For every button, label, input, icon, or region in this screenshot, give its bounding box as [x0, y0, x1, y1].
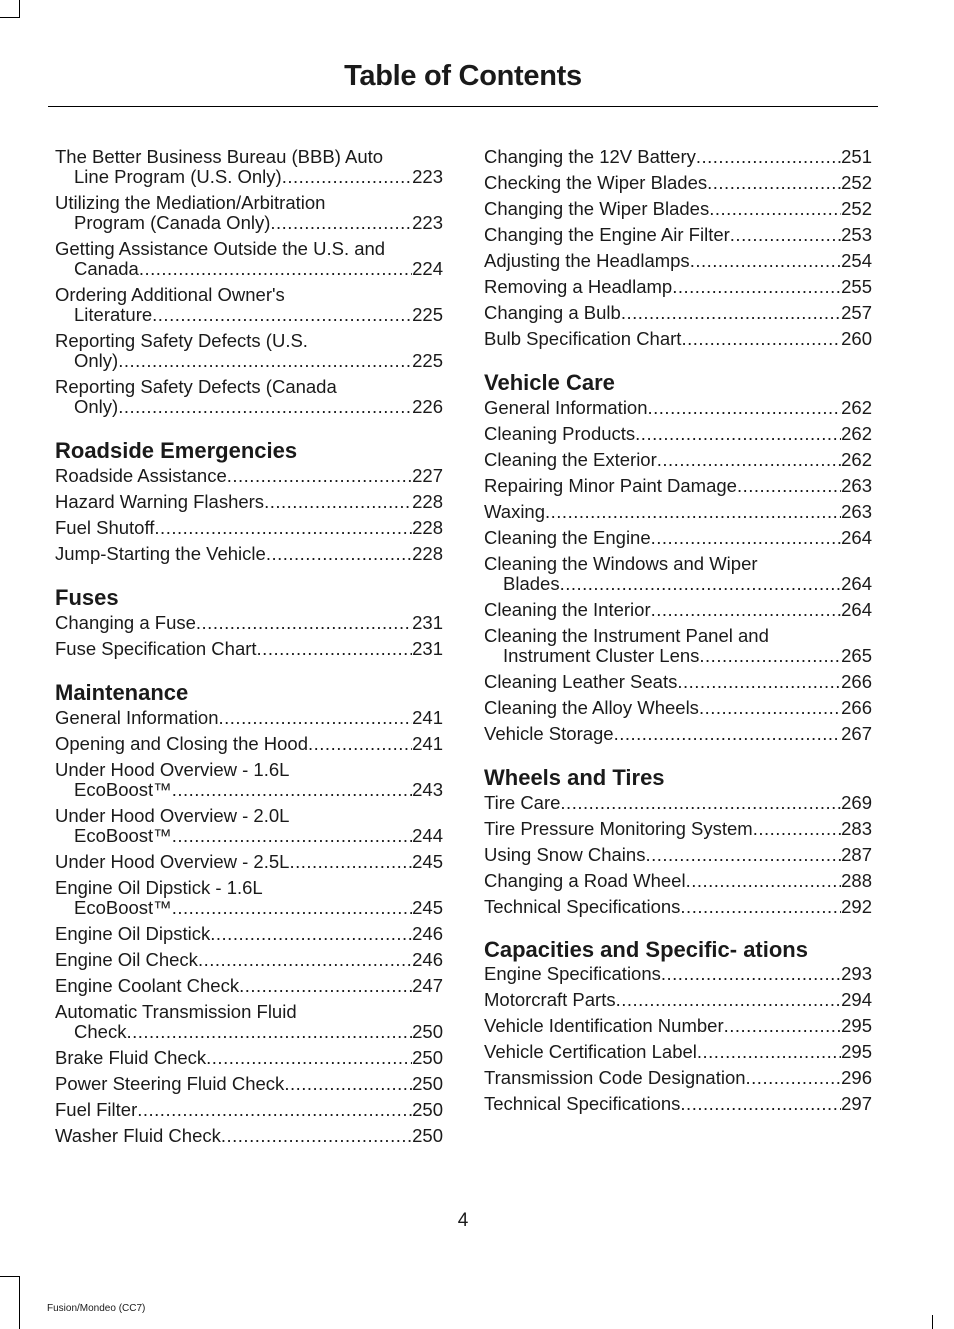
dot-leader [746, 1068, 842, 1088]
toc-entry-page: 288 [841, 870, 872, 891]
toc-entry[interactable] [484, 277, 872, 297]
toc-entry-title: Washer Fluid Check [55, 1125, 221, 1146]
toc-entry-page: 260 [841, 328, 872, 349]
footer-model-label: Fusion/Mondeo (CC7) [47, 1303, 146, 1314]
toc-entry[interactable] [484, 1016, 872, 1036]
toc-entry[interactable] [55, 976, 443, 996]
toc-entry-title: Instrument Cluster Lens [503, 645, 700, 666]
dot-leader [545, 502, 841, 522]
toc-entry[interactable] [55, 518, 443, 538]
toc-entry-title: Power Steering Fluid Check [55, 1073, 285, 1094]
dot-leader [680, 897, 841, 917]
dot-leader [264, 492, 412, 512]
toc-entry-page: 252 [841, 172, 872, 193]
toc-entry-page: 292 [841, 896, 872, 917]
toc-entry-page: 228 [412, 543, 443, 564]
toc-entry[interactable] [484, 724, 872, 744]
toc-entry-title: Waxing [484, 501, 546, 522]
dot-leader [677, 672, 841, 692]
crop-mark [19, 1277, 20, 1329]
dot-leader [690, 251, 841, 271]
toc-entry-title: Removing a Headlamp [484, 276, 673, 297]
toc-entry-page: 252 [841, 198, 872, 219]
dot-leader [614, 724, 842, 744]
toc-entry-title: EcoBoost™ [74, 825, 172, 846]
toc-entry[interactable] [55, 285, 443, 325]
toc-entry[interactable] [55, 950, 443, 970]
dot-leader [308, 734, 412, 754]
toc-entry[interactable] [55, 639, 443, 659]
dot-leader [198, 950, 412, 970]
toc-entry-page: 241 [412, 733, 443, 754]
toc-entry[interactable] [484, 793, 872, 813]
toc-entry-page: 231 [412, 638, 443, 659]
toc-entry-title: Changing a Fuse [55, 612, 196, 633]
toc-entry-title: Opening and Closing the Hood [55, 733, 309, 754]
toc-entry-title: Changing the 12V Battery [484, 146, 696, 167]
toc-entry-title: Changing a Bulb [484, 302, 621, 323]
toc-entry[interactable] [484, 398, 872, 418]
toc-entry-page: 246 [412, 923, 443, 944]
toc-entry-title: Checking the Wiper Blades [484, 172, 708, 193]
toc-entry-page: 264 [841, 599, 872, 620]
toc-entry-page: 228 [412, 517, 443, 538]
toc-entry-page: 263 [841, 501, 872, 522]
dot-leader [172, 826, 412, 846]
toc-entry[interactable] [484, 528, 872, 548]
dot-leader [139, 259, 412, 279]
toc-entry-title: Using Snow Chains [484, 844, 646, 865]
dot-leader [681, 329, 841, 349]
toc-entry-title: Cleaning the Engine [484, 527, 651, 548]
dot-leader [196, 613, 412, 633]
toc-entry-title: Engine Coolant Check [55, 975, 240, 996]
toc-entry[interactable] [55, 852, 443, 872]
toc-entry[interactable] [484, 476, 872, 496]
dot-leader [284, 1074, 412, 1094]
crop-mark [932, 1315, 933, 1329]
toc-entry-page: 250 [412, 1047, 443, 1068]
toc-entry[interactable] [484, 1068, 872, 1088]
toc-entry-title-first-line: Automatic Transmission Fluid [55, 1001, 297, 1022]
toc-entry-title: Literature [74, 304, 153, 325]
toc-entry-title-first-line: Cleaning the Windows and Wiper [484, 553, 758, 574]
toc-entry[interactable] [484, 554, 872, 594]
toc-entry-title: Roadside Assistance [55, 465, 227, 486]
crop-mark [0, 1276, 20, 1277]
toc-entry-page: 266 [841, 697, 872, 718]
toc-entry-title: Cleaning the Alloy Wheels [484, 697, 699, 718]
toc-entry-title: Fuse Specification Chart [55, 638, 257, 659]
toc-entry-page: 254 [841, 250, 872, 271]
toc-entry-page: 227 [412, 465, 443, 486]
toc-entry[interactable] [484, 147, 872, 167]
toc-entry[interactable] [484, 329, 872, 349]
toc-entry-title: Jump-Starting the Vehicle [55, 543, 266, 564]
toc-column-right [484, 147, 872, 1120]
toc-entry-title: Engine Oil Check [55, 949, 198, 970]
dot-leader [621, 303, 841, 323]
toc-entry-page: 264 [841, 527, 872, 548]
toc-entry-title: Changing a Road Wheel [484, 870, 686, 891]
dot-leader [753, 819, 841, 839]
dot-leader [680, 1094, 841, 1114]
toc-entry[interactable] [484, 672, 872, 692]
toc-entry-page: 250 [412, 1021, 443, 1042]
dot-leader [154, 518, 412, 538]
dot-leader [210, 924, 412, 944]
dot-leader [239, 976, 412, 996]
dot-leader [266, 544, 412, 564]
toc-entry-title-first-line: Ordering Additional Owner's [55, 284, 285, 305]
toc-entry[interactable] [55, 1002, 443, 1042]
toc-entry-page: 241 [412, 707, 443, 728]
section-heading: Maintenance [55, 680, 189, 705]
toc-entry-page: 247 [412, 975, 443, 996]
toc-entry-page: 225 [412, 350, 443, 371]
toc-entry-title: Technical Specifications [484, 896, 681, 917]
dot-leader [699, 698, 841, 718]
toc-entry-title-first-line: Engine Oil Dipstick - 1.6L [55, 877, 263, 898]
toc-entry-title: Changing the Wiper Blades [484, 198, 710, 219]
toc-entry-title: Line Program (U.S. Only) [74, 166, 282, 187]
toc-entry[interactable] [55, 193, 443, 233]
toc-entry-page: 250 [412, 1099, 443, 1120]
dot-leader [560, 574, 842, 594]
toc-entry[interactable] [484, 626, 872, 666]
toc-entry-page: 266 [841, 671, 872, 692]
toc-entry-title: Vehicle Identification Number [484, 1015, 724, 1036]
dot-leader [730, 225, 841, 245]
dot-leader [707, 173, 841, 193]
toc-entry-title-first-line: Getting Assistance Outside the U.S. and [55, 238, 386, 259]
toc-entry-title-first-line: Reporting Safety Defects (Canada [55, 376, 337, 397]
dot-leader [172, 898, 412, 918]
dot-leader [651, 600, 842, 620]
toc-entry-title: Blades [503, 573, 560, 594]
toc-entry-title: Check [74, 1021, 127, 1042]
dot-leader [137, 1100, 412, 1120]
toc-entry-page: 262 [841, 423, 872, 444]
toc-entry[interactable] [55, 147, 443, 187]
toc-entry-title: Cleaning the Exterior [484, 449, 657, 470]
dot-leader [709, 199, 841, 219]
dot-leader [686, 871, 842, 891]
dot-leader [651, 528, 841, 548]
toc-entry[interactable] [484, 251, 872, 271]
toc-entry-title: Tire Care [484, 792, 561, 813]
dot-leader [118, 351, 412, 371]
toc-entry[interactable] [55, 544, 443, 564]
toc-entry-page: 244 [412, 825, 443, 846]
toc-entry[interactable] [484, 199, 872, 219]
toc-entry-title: Repairing Minor Paint Damage [484, 475, 737, 496]
toc-entry-page: 246 [412, 949, 443, 970]
toc-entry[interactable] [484, 1042, 872, 1062]
toc-entry[interactable] [484, 871, 872, 891]
toc-entry-page: 245 [412, 897, 443, 918]
dot-leader [699, 646, 841, 666]
crop-mark [19, 0, 20, 17]
toc-entry[interactable] [484, 845, 872, 865]
dot-leader [227, 466, 412, 486]
toc-entry-page: 225 [412, 304, 443, 325]
toc-entry-title-first-line: Cleaning the Instrument Panel and [484, 625, 769, 646]
toc-entry-page: 294 [841, 989, 872, 1010]
toc-entry[interactable] [55, 466, 443, 486]
toc-entry-title: Cleaning Products [484, 423, 636, 444]
toc-entry-title: Tire Pressure Monitoring System [484, 818, 753, 839]
dot-leader [152, 305, 412, 325]
toc-entry-title: Under Hood Overview - 2.5L [55, 851, 290, 872]
dot-leader [257, 639, 413, 659]
toc-entry-title-first-line: Utilizing the Mediation/Arbitration [55, 192, 326, 213]
dot-leader [696, 147, 841, 167]
toc-entry[interactable] [55, 806, 443, 846]
toc-entry-title: Transmission Code Designation [484, 1067, 746, 1088]
toc-entry-page: 265 [841, 645, 872, 666]
section-heading: Fuses [55, 585, 119, 610]
dot-leader [289, 852, 412, 872]
toc-entry[interactable] [55, 760, 443, 800]
toc-entry[interactable] [484, 600, 872, 620]
toc-entry[interactable] [55, 613, 443, 633]
toc-entry-title: Canada [74, 258, 139, 279]
toc-entry-page: 251 [841, 146, 872, 167]
dot-leader [270, 213, 412, 233]
dot-leader [206, 1048, 412, 1068]
toc-entry[interactable] [484, 698, 872, 718]
toc-entry-page: 297 [841, 1093, 872, 1114]
toc-entry[interactable] [484, 1094, 872, 1114]
toc-entry-page: 283 [841, 818, 872, 839]
toc-entry[interactable] [484, 303, 872, 323]
toc-entry-title: Changing the Engine Air Filter [484, 224, 730, 245]
toc-entry-page: 231 [412, 612, 443, 633]
dot-leader [724, 1016, 842, 1036]
toc-entry-page: 255 [841, 276, 872, 297]
toc-entry-page: 263 [841, 475, 872, 496]
toc-entry[interactable] [55, 239, 443, 279]
toc-entry-page: 262 [841, 397, 872, 418]
dot-leader [118, 397, 412, 417]
toc-entry-title: Hazard Warning Flashers [55, 491, 265, 512]
toc-entry[interactable] [55, 708, 443, 728]
toc-entry[interactable] [55, 878, 443, 918]
toc-column-left [55, 147, 443, 1152]
page-title: Table of Contents [344, 60, 582, 92]
toc-entry-page: 228 [412, 491, 443, 512]
toc-entry-title: Fuel Shutoff [55, 517, 155, 538]
toc-entry-title-first-line: The Better Business Bureau (BBB) Auto [55, 146, 384, 167]
toc-entry-page: 264 [841, 573, 872, 594]
toc-entry-title: Vehicle Certification Label [484, 1041, 697, 1062]
toc-entry[interactable] [55, 924, 443, 944]
toc-entry-page: 224 [412, 258, 443, 279]
toc-entry[interactable] [55, 1100, 443, 1120]
toc-entry[interactable] [55, 734, 443, 754]
dot-leader [661, 964, 841, 984]
dot-leader [645, 845, 841, 865]
toc-entry-page: 296 [841, 1067, 872, 1088]
dot-leader [560, 793, 841, 813]
toc-entry[interactable] [484, 502, 872, 522]
toc-entry-page: 250 [412, 1125, 443, 1146]
toc-entry-page: 269 [841, 792, 872, 813]
toc-entry-page: 245 [412, 851, 443, 872]
toc-entry[interactable] [55, 492, 443, 512]
toc-entry-page: 295 [841, 1015, 872, 1036]
toc-entry-title: Only) [74, 350, 119, 371]
toc-entry-page: 293 [841, 963, 872, 984]
toc-entry-title: Bulb Specification Chart [484, 328, 682, 349]
dot-leader [221, 1126, 412, 1146]
toc-entry-title: Adjusting the Headlamps [484, 250, 690, 271]
dot-leader [657, 450, 841, 470]
toc-entry-page: 257 [841, 302, 872, 323]
toc-entry-title: Program (Canada Only) [74, 212, 271, 233]
section-heading: Vehicle Care [484, 370, 615, 395]
toc-entry-title: Engine Oil Dipstick [55, 923, 211, 944]
toc-entry-title: Fuel Filter [55, 1099, 138, 1120]
dot-leader [672, 277, 841, 297]
dot-leader [172, 780, 412, 800]
dot-leader [737, 476, 841, 496]
dot-leader [616, 990, 842, 1010]
toc-entry-title: Motorcraft Parts [484, 989, 616, 1010]
section-heading: Capacities and Specific- ations [484, 937, 808, 962]
toc-entry[interactable] [484, 964, 872, 984]
toc-entry-title-first-line: Under Hood Overview - 1.6L [55, 759, 290, 780]
toc-entry-title-first-line: Under Hood Overview - 2.0L [55, 805, 290, 826]
dot-leader [126, 1022, 412, 1042]
toc-entry-page: 287 [841, 844, 872, 865]
dot-leader [648, 398, 842, 418]
toc-entry-page: 223 [412, 166, 443, 187]
toc-entry-title: Vehicle Storage [484, 723, 614, 744]
toc-entry-title: Only) [74, 396, 119, 417]
toc-entry[interactable] [484, 424, 872, 444]
toc-entry[interactable] [55, 331, 443, 371]
toc-entry-title: Brake Fluid Check [55, 1047, 207, 1068]
toc-entry[interactable] [484, 450, 872, 470]
crop-mark [0, 17, 20, 18]
toc-entry-title: General Information [484, 397, 648, 418]
toc-entry[interactable] [484, 819, 872, 839]
dot-leader [697, 1042, 841, 1062]
toc-entry-title: Cleaning the Interior [484, 599, 651, 620]
toc-entry[interactable] [484, 990, 872, 1010]
toc-entry-page: 253 [841, 224, 872, 245]
dot-leader [219, 708, 413, 728]
toc-entry[interactable] [484, 173, 872, 193]
toc-entry[interactable] [55, 1074, 443, 1094]
section-heading: Wheels and Tires [484, 765, 665, 790]
toc-entry-page: 295 [841, 1041, 872, 1062]
toc-entry-page: 226 [412, 396, 443, 417]
toc-entry-title: Engine Specifications [484, 963, 661, 984]
toc-entry[interactable] [55, 377, 443, 417]
dot-leader [635, 424, 841, 444]
section-heading: Roadside Emergencies [55, 438, 298, 463]
toc-entry-title: Cleaning Leather Seats [484, 671, 678, 692]
toc-entry-page: 223 [412, 212, 443, 233]
toc-entry-page: 250 [412, 1073, 443, 1094]
toc-entry-page: 243 [412, 779, 443, 800]
toc-entry-title: EcoBoost™ [74, 897, 172, 918]
page-number: 4 [457, 1210, 469, 1231]
toc-entry[interactable] [55, 1126, 443, 1146]
toc-entry-title: General Information [55, 707, 219, 728]
toc-entry-title: Technical Specifications [484, 1093, 681, 1114]
toc-entry-page: 262 [841, 449, 872, 470]
toc-entry-title: EcoBoost™ [74, 779, 172, 800]
toc-entry-title-first-line: Reporting Safety Defects (U.S. [55, 330, 308, 351]
toc-entry-page: 267 [841, 723, 872, 744]
title-divider [48, 106, 878, 107]
toc-entry[interactable] [484, 897, 872, 917]
toc-entry[interactable] [55, 1048, 443, 1068]
dot-leader [282, 167, 412, 187]
toc-entry[interactable] [484, 225, 872, 245]
